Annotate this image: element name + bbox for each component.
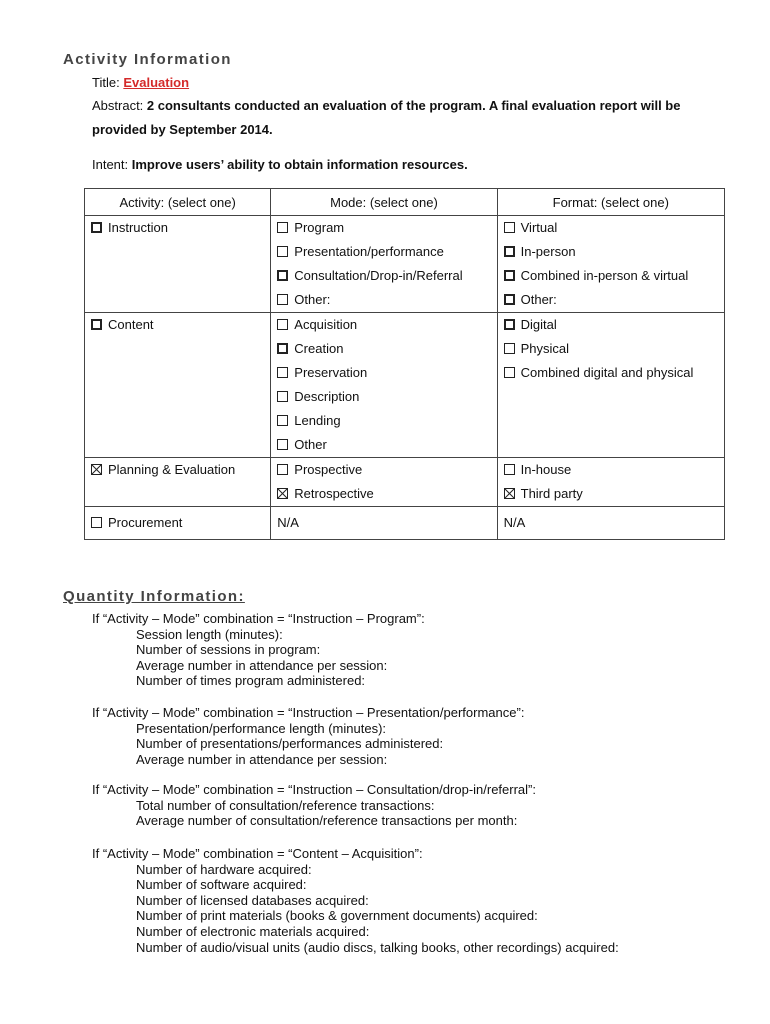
checkbox-icon[interactable]: [91, 517, 102, 528]
activity-cell: [85, 313, 271, 458]
option-other[interactable]: [277, 288, 496, 312]
quantity-item: Number of licensed databases acquired:: [136, 892, 369, 908]
format-cell: [497, 216, 724, 313]
quantity-item: Average number of consultation/reference transactions per month:: [136, 813, 518, 829]
option-consultation-drop-in-referral[interactable]: [277, 264, 496, 288]
quantity-item: Number of hardware acquired:: [136, 861, 312, 877]
option-label: Consultation/Drop-in/Referral: [294, 268, 463, 283]
title-field: [92, 71, 189, 95]
checkbox-icon[interactable]: [277, 439, 288, 450]
quantity-block: [92, 782, 536, 829]
mode-na: N/A: [277, 515, 299, 530]
option-label: Physical: [520, 341, 570, 356]
option-label: Prospective: [294, 462, 363, 477]
option-combined-in-person-virtual[interactable]: [504, 264, 724, 288]
activity-information-heading: Activity Information: [63, 51, 232, 68]
option-label: Other: [294, 437, 327, 452]
checkbox-icon[interactable]: [277, 391, 288, 402]
title-label: Title:: [92, 75, 120, 90]
quantity-condition: If “Activity – Mode” combination = “Instruction – Program”:: [92, 611, 425, 626]
option-in-person[interactable]: [504, 240, 724, 264]
quantity-condition: If “Activity – Mode” combination = “Instruction – Consultation/drop-in/referral”:: [92, 782, 536, 797]
checkbox-icon[interactable]: [504, 367, 515, 378]
option-description[interactable]: [277, 385, 496, 409]
option-retrospective[interactable]: [277, 482, 496, 506]
quantity-information-heading: Quantity Information:: [63, 588, 245, 605]
option-label: Description: [294, 389, 360, 404]
option-label: In-house: [520, 462, 572, 477]
option-lending[interactable]: [277, 409, 496, 433]
option-label: Instruction: [108, 220, 168, 235]
checkbox-icon[interactable]: [504, 270, 515, 281]
checkbox-icon[interactable]: [277, 415, 288, 426]
quantity-item: Number of electronic materials acquired:: [136, 923, 370, 939]
option-label: Presentation/performance: [294, 244, 444, 259]
checkbox-icon[interactable]: [91, 319, 102, 330]
option-other[interactable]: [277, 433, 496, 457]
table-row: [85, 313, 725, 458]
option-label: Digital: [520, 317, 557, 332]
option-digital[interactable]: [504, 313, 724, 337]
quantity-item: Number of sessions in program:: [136, 642, 321, 658]
option-label: Virtual: [520, 220, 558, 235]
checkbox-icon[interactable]: [277, 270, 288, 281]
option-label: Other:: [520, 292, 557, 307]
checked-checkbox-icon[interactable]: [277, 488, 288, 499]
checkbox-icon[interactable]: [504, 343, 515, 354]
option-label: Preservation: [294, 365, 368, 380]
quantity-item: Presentation/performance length (minutes):: [136, 720, 387, 736]
option-label: Creation: [294, 341, 344, 356]
activity-cell: [85, 216, 271, 313]
option-planning-evaluation[interactable]: [91, 458, 270, 482]
table-row: [85, 458, 725, 507]
quantity-item: Average number in attendance per session:: [136, 657, 388, 673]
quantity-item: Average number in attendance per session:: [136, 751, 388, 767]
table-row: [85, 507, 725, 540]
table-header-row: [85, 189, 725, 216]
option-combined-digital-and-physical[interactable]: [504, 361, 724, 385]
option-creation[interactable]: [277, 337, 496, 361]
option-virtual[interactable]: [504, 216, 724, 240]
abstract-field: [92, 94, 692, 142]
checkbox-icon[interactable]: [277, 343, 288, 354]
intent-value: Improve users’ ability to obtain information resources.: [131, 157, 468, 172]
option-program[interactable]: [277, 216, 496, 240]
mode-cell: [271, 216, 497, 313]
quantity-condition: If “Activity – Mode” combination = “Content – Acquisition”:: [92, 846, 423, 861]
checkbox-icon[interactable]: [277, 464, 288, 475]
quantity-item: Number of times program administered:: [136, 673, 366, 689]
checkbox-icon[interactable]: [504, 319, 515, 330]
option-acquisition[interactable]: [277, 313, 496, 337]
intent-field: [92, 153, 468, 177]
option-procurement[interactable]: [91, 511, 270, 535]
activity-table: [84, 188, 725, 540]
option-other[interactable]: [504, 288, 724, 312]
option-third-party[interactable]: [504, 482, 724, 506]
abstract-label: Abstract:: [92, 98, 144, 113]
checkbox-icon[interactable]: [504, 246, 515, 257]
checkbox-icon[interactable]: [277, 367, 288, 378]
quantity-item: Number of software acquired:: [136, 877, 307, 893]
quantity-block: [92, 611, 425, 689]
format-cell: [497, 458, 724, 507]
table-row: [85, 216, 725, 313]
checkbox-icon[interactable]: [277, 319, 288, 330]
quantity-item: Session length (minutes):: [136, 626, 283, 642]
quantity-item: Total number of consultation/reference transactions:: [136, 797, 435, 813]
option-label: Acquisition: [294, 317, 358, 332]
quantity-condition: If “Activity – Mode” combination = “Instruction – Presentation/performance”:: [92, 705, 525, 720]
checkbox-icon[interactable]: [504, 294, 515, 305]
mode-column-header: Mode: (select one): [271, 189, 497, 216]
option-label: Planning & Evaluation: [108, 462, 236, 477]
option-label: In-person: [520, 244, 576, 259]
activity-column-header: Activity: (select one): [85, 189, 271, 216]
quantity-item: Number of print materials (books & government documents) acquired:: [136, 908, 538, 924]
option-preservation[interactable]: [277, 361, 496, 385]
checkbox-icon[interactable]: [277, 222, 288, 233]
mode-cell: [271, 507, 497, 540]
format-na: N/A: [503, 515, 526, 530]
option-label: Content: [108, 317, 154, 332]
format-cell: [497, 313, 724, 458]
option-label: Procurement: [108, 515, 183, 530]
checked-checkbox-icon[interactable]: [504, 488, 515, 499]
checkbox-icon[interactable]: [91, 222, 102, 233]
option-label: Combined in-person & virtual: [520, 268, 689, 283]
format-column-header: Format: (select one): [497, 189, 724, 216]
option-prospective[interactable]: [277, 458, 496, 482]
checkbox-icon[interactable]: [277, 246, 288, 257]
title-value: Evaluation: [123, 75, 190, 90]
option-label: Retrospective: [294, 486, 374, 501]
option-label: Lending: [294, 413, 341, 428]
quantity-item: Number of audio/visual units (audio discs, talking books, other recordings) acquired:: [136, 939, 619, 955]
option-label: Program: [294, 220, 345, 235]
quantity-block: [92, 705, 524, 767]
option-physical[interactable]: [504, 337, 724, 361]
activity-cell: [85, 458, 271, 507]
intent-label: Intent:: [92, 157, 129, 172]
option-in-house[interactable]: [504, 458, 724, 482]
checked-checkbox-icon[interactable]: [91, 464, 102, 475]
checkbox-icon[interactable]: [277, 294, 288, 305]
option-content[interactable]: [91, 313, 270, 337]
activity-cell: [85, 507, 271, 540]
option-instruction[interactable]: [91, 216, 270, 240]
abstract-value: 2 consultants conducted an evaluation of the program. A final evaluation report will be provided by September 2014.: [92, 98, 681, 137]
mode-cell: [271, 313, 497, 458]
option-label: Combined digital and physical: [520, 365, 694, 380]
mode-cell: [271, 458, 497, 507]
checkbox-icon[interactable]: [504, 464, 515, 475]
option-presentation-performance[interactable]: [277, 240, 496, 264]
checkbox-icon[interactable]: [504, 222, 515, 233]
format-cell: [497, 507, 724, 540]
quantity-item: Number of presentations/performances administered:: [136, 736, 444, 752]
option-label: Third party: [520, 486, 583, 501]
quantity-block: [92, 846, 619, 955]
option-label: Other:: [294, 292, 331, 307]
